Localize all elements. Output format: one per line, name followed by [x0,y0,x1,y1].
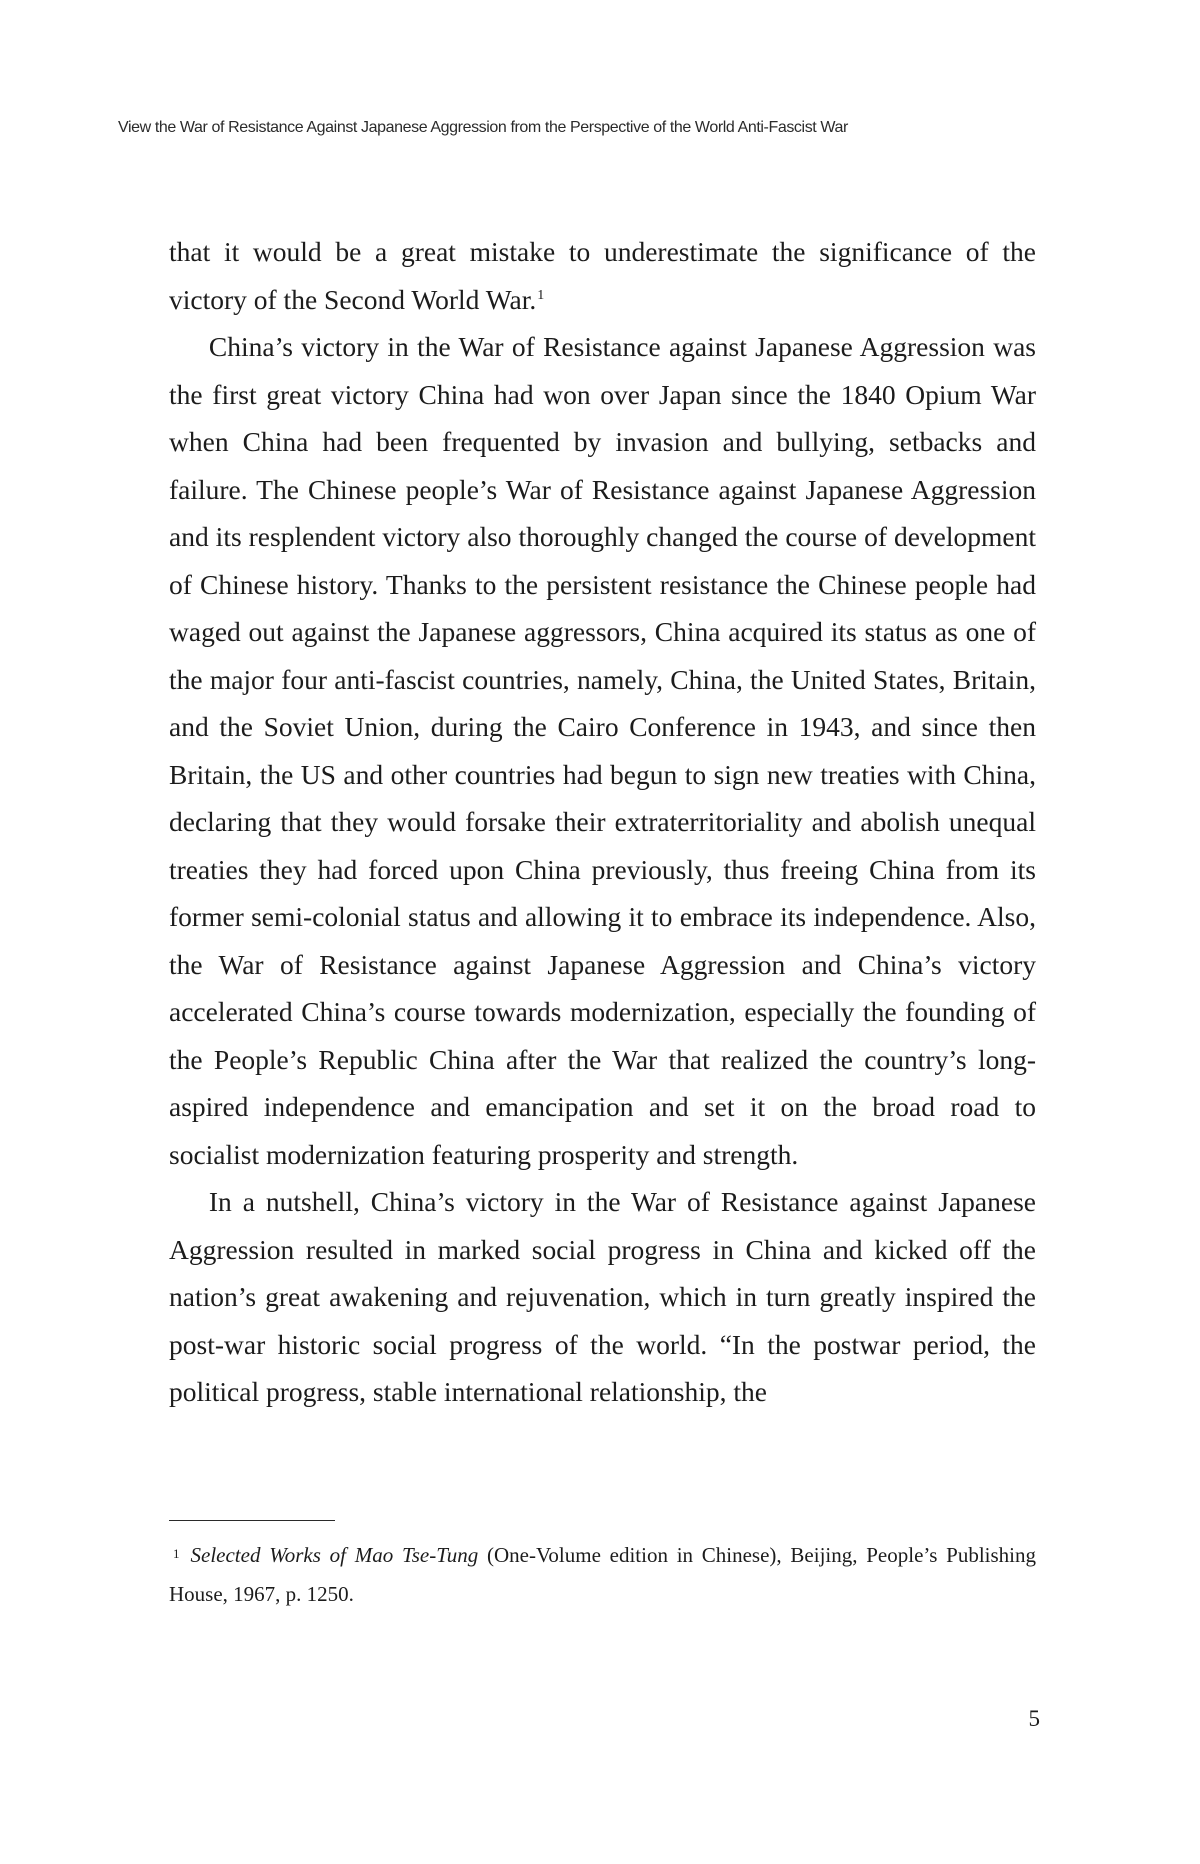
footnote-reference: 1 [537,287,545,303]
paragraph-continuation [169,228,1036,323]
page-number: 5 [1028,1706,1040,1731]
running-header: View the War of Resistance Against Japanese Aggression from the Perspective of the World Anti-Fascist War [118,119,848,136]
footnote-marker: 1 [173,1546,180,1561]
paragraph: In a nutshell, China’s victory in the War of Resistance against Japanese Aggression resulted in marked social progress in China and kicked off the nation’s great awakening and rejuvenation, which in turn greatly inspired the post-war historic social progress of the world. “In the postwar period, the political progress, stable international relationship, the [169,1186,1036,1407]
body-text [169,228,1036,1416]
footnote-source-title: Selected Works of Mao Tse-Tung [190,1543,479,1567]
footnote-source-details: (One-Volume edition in Chinese), Beijing, People’s Publishing House, 1967, p. 1250. [169,1543,1036,1606]
footnote [169,1536,1036,1614]
paragraph-text: that it would be a great mistake to underestimate the significance of the victory of the Second World War. [169,236,1036,315]
paragraph: China’s victory in the War of Resistance against Japanese Aggression was the first great victory China had won over Japan since the 1840 Opium War when China had been frequented by invasion and bullying, setbacks and failure. The Chinese people’s War of Resistance against Japanese Aggression and its resplendent victory also thoroughly changed the course of development of Chinese history. Thanks to the persistent resistance the Chinese people had waged out against the Japanese aggressors, China acquired its status as one of the major four anti-fascist countries, namely, China, the United States, Britain, and the Soviet Union, during the Cairo Conference in 1943, and since then Britain, the US and other countries had begun to sign new treaties with China, declaring that they would forsake their extraterritoriality and abolish unequal treaties they had forced upon China previously, thus freeing China from its former semi-colonial status and allowing it to embrace its independence. Also, the War of Resistance against Japanese Aggression and China’s victory accelerated China’s course towards modernization, especially the founding of the People’s Republic China after the War that realized the country’s long-aspired independence and emancipation and set it on the broad road to socialist modernization featuring prosperity and strength. [169,331,1036,1170]
footnote-divider [169,1520,335,1521]
